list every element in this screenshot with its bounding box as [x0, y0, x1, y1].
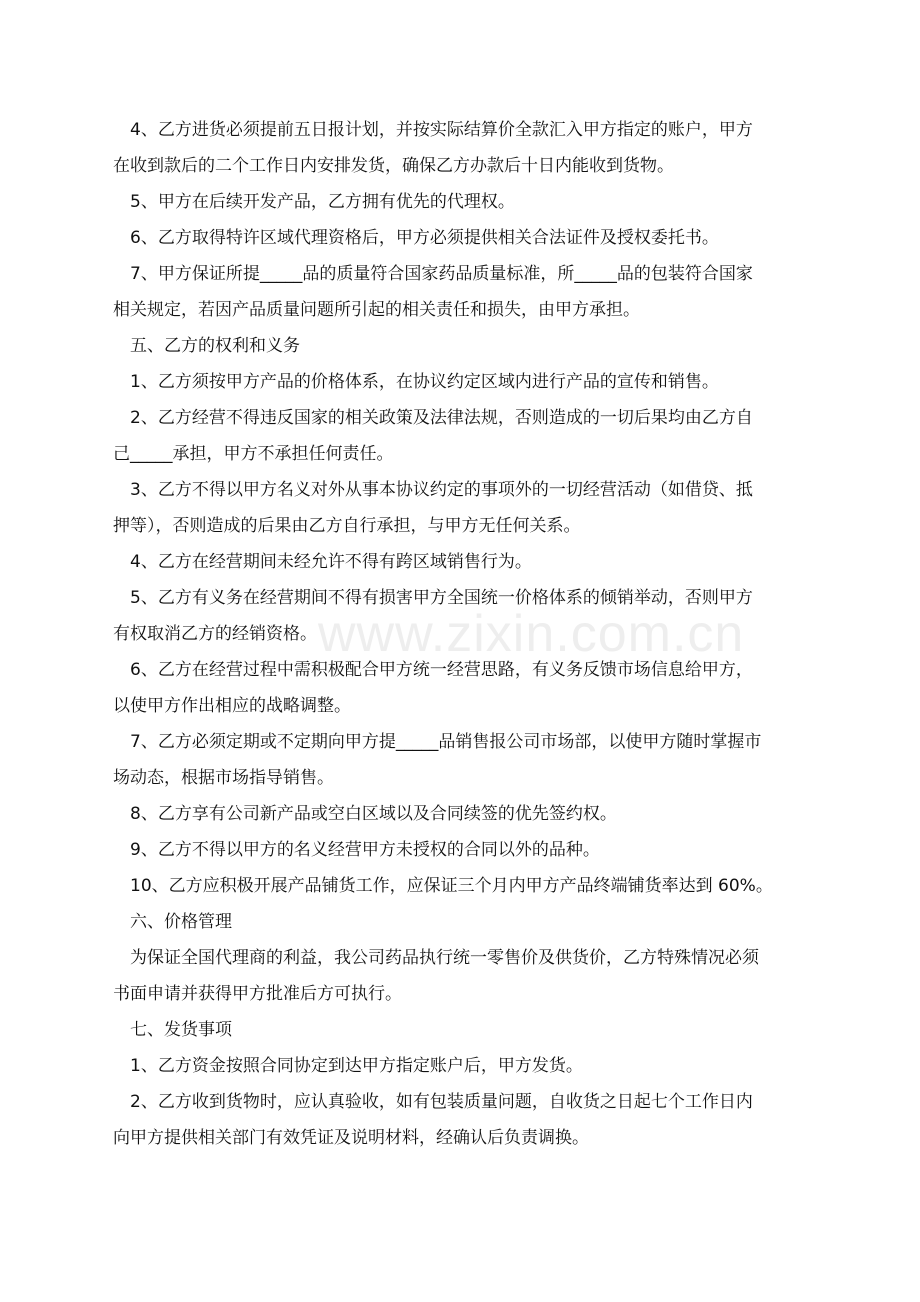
section-heading — [113, 328, 813, 364]
paragraph — [113, 868, 813, 904]
paragraph — [113, 1084, 813, 1156]
text-line: 有权取消乙方的经销资格。 — [113, 624, 317, 644]
text-line: 书面申请并获得甲方批准后方可执行。 — [113, 984, 402, 1004]
text-line: 5、甲方在后续开发产品，乙方拥有优先的代理权。 — [130, 192, 515, 212]
text-line: 6、乙方在经营过程中需积极配合甲方统一经营思路，有义务反馈市场信息给甲方， — [130, 660, 753, 680]
text-line: 3、乙方不得以甲方名义对外从事本协议约定的事项外的一切经营活动（如借贷、抵 — [130, 480, 753, 500]
text-line: 1、乙方资金按照合同协定到达甲方指定账户后，甲方发货。 — [130, 1056, 583, 1076]
text-line: 7、乙方必须定期或不定期向甲方提_____品销售报公司市场部，以使甲方随时掌握市 — [130, 732, 762, 752]
paragraph — [113, 832, 813, 868]
text-line: 9、乙方不得以甲方的名义经营甲方未授权的合同以外的品种。 — [130, 840, 600, 860]
text-line: 五、乙方的权利和义务 — [130, 336, 300, 356]
paragraph — [113, 112, 813, 184]
text-line: 向甲方提供相关部门有效凭证及说明材料，经确认后负责调换。 — [113, 1128, 589, 1148]
text-line: 6、乙方取得特许区域代理资格后，甲方必须提供相关合法证件及授权委托书。 — [130, 228, 719, 248]
section-heading — [113, 904, 813, 940]
paragraph — [113, 220, 813, 256]
text-line: 2、乙方收到货物时，应认真验收，如有包装质量问题，自收货之日起七个工作日内 — [130, 1092, 753, 1112]
text-line: 5、乙方有义务在经营期间不得有损害甲方全国统一价格体系的倾销举动，否则甲方 — [130, 588, 753, 608]
text-line: 场动态，根据市场指导销售。 — [113, 768, 334, 788]
text-line: 8、乙方享有公司新产品或空白区域以及合同续签的优先签约权。 — [130, 804, 617, 824]
paragraph — [113, 580, 813, 652]
text-line: 2、乙方经营不得违反国家的相关政策及法律法规，否则造成的一切后果均由乙方自 — [130, 408, 753, 428]
text-line: 六、价格管理 — [130, 912, 232, 932]
text-line: 押等），否则造成的后果由乙方自行承担，与甲方无任何关系。 — [113, 516, 581, 536]
text-line: 七、发货事项 — [130, 1020, 232, 1040]
paragraph — [113, 652, 813, 724]
document-body — [113, 112, 813, 1156]
paragraph — [113, 724, 813, 796]
text-line: 1、乙方须按甲方产品的价格体系，在协议约定区域内进行产品的宣传和销售。 — [130, 372, 719, 392]
paragraph — [113, 184, 813, 220]
paragraph — [113, 544, 813, 580]
text-line: 以使甲方作出相应的战略调整。 — [113, 696, 351, 716]
text-line: 4、乙方进货必须提前五日报计划，并按实际结算价全款汇入甲方指定的账户，甲方 — [130, 120, 753, 140]
paragraph — [113, 940, 813, 1012]
paragraph — [113, 400, 813, 472]
text-line: 在收到款后的二个工作日内安排发货，确保乙方办款后十日内能收到货物。 — [113, 156, 674, 176]
text-line: 4、乙方在经营期间未经允许不得有跨区域销售行为。 — [130, 552, 532, 572]
watermark: www.zixin.com.cn — [318, 605, 745, 663]
paragraph — [113, 364, 813, 400]
text-line: 为保证全国代理商的利益，我公司药品执行统一零售价及供货价，乙方特殊情况必须 — [130, 948, 759, 968]
paragraph — [113, 1048, 813, 1084]
text-line: 己_____承担，甲方不承担任何责任。 — [113, 444, 394, 464]
text-line: 10、乙方应积极开展产品铺货工作，应保证三个月内甲方产品终端铺货率达到 60%。 — [130, 876, 773, 896]
paragraph — [113, 796, 813, 832]
text-line: 相关规定，若因产品质量问题所引起的相关责任和损失，由甲方承担。 — [113, 300, 640, 320]
paragraph — [113, 256, 813, 328]
paragraph — [113, 472, 813, 544]
section-heading — [113, 1012, 813, 1048]
text-line: 7、甲方保证所提_____品的质量符合国家药品质量标准，所_____品的包装符合国家 — [130, 264, 753, 284]
